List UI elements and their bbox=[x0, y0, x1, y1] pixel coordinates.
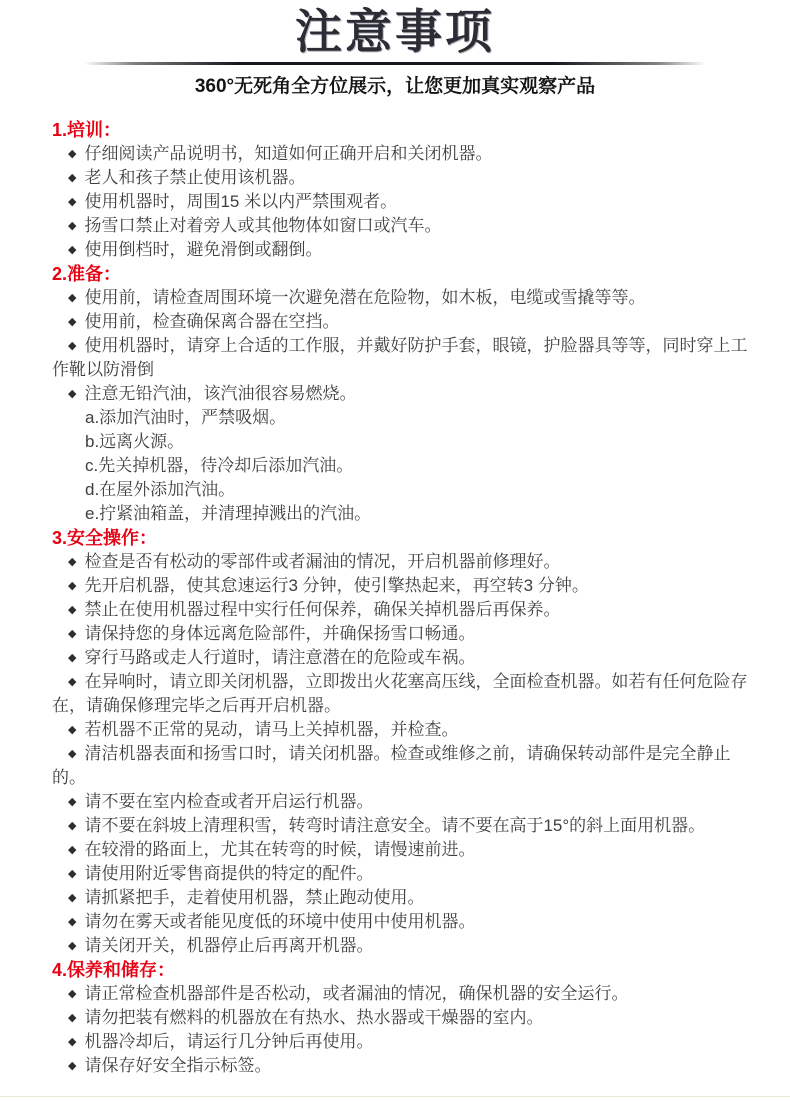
diamond-bullet-icon: ◆ bbox=[68, 340, 77, 352]
item-text: 穿行马路或走人行道时，请注意潜在的危险或车祸。 bbox=[84, 648, 476, 667]
section-heading: 4.保养和储存： bbox=[52, 960, 176, 980]
item-text: 请不要在室内检查或者开启运行机器。 bbox=[84, 792, 374, 811]
diamond-bullet-icon: ◆ bbox=[68, 316, 77, 328]
list-item bbox=[52, 934, 752, 958]
item-text: d.在屋外添加汽油。 bbox=[85, 480, 236, 499]
list-item bbox=[52, 166, 752, 190]
diamond-bullet-icon: ◆ bbox=[68, 292, 77, 304]
list-item bbox=[52, 574, 752, 598]
diamond-bullet-icon: ◆ bbox=[68, 580, 77, 592]
diamond-bullet-icon: ◆ bbox=[68, 940, 77, 952]
item-text: 在较滑的路面上，尤其在转弯的时候，请慢速前进。 bbox=[84, 840, 476, 859]
item-text: 请保存好安全指示标签。 bbox=[84, 1056, 272, 1075]
item-text: 使用机器时，请穿上合适的工作服，并戴好防护手套，眼镜，护脸器具等等，同时穿上工作靴以防滑倒 bbox=[52, 336, 748, 379]
content bbox=[0, 98, 790, 1078]
diamond-bullet-icon: ◆ bbox=[68, 868, 77, 880]
item-text: c.先关掉机器，待冷却后添加汽油。 bbox=[85, 456, 354, 475]
item-text: 注意无铅汽油，该汽油很容易燃烧。 bbox=[84, 384, 357, 403]
item-text: b.远离火源。 bbox=[85, 432, 185, 451]
section-safe-operation bbox=[52, 526, 752, 958]
bottom-divider bbox=[0, 1096, 790, 1097]
diamond-bullet-icon: ◆ bbox=[68, 652, 77, 664]
item-text: 使用前，请检查周围环境一次避免潜在危险物，如木板，电缆或雪撬等等。 bbox=[84, 288, 646, 307]
list-item bbox=[52, 838, 752, 862]
list-item bbox=[52, 982, 752, 1006]
list-item bbox=[52, 862, 752, 886]
section-heading: 2.准备： bbox=[52, 264, 122, 284]
list-item bbox=[52, 718, 752, 742]
diamond-bullet-icon: ◆ bbox=[68, 148, 77, 160]
item-text: 清洁机器表面和扬雪口时，请关闭机器。检查或维修之前，请确保转动部件是完全静止的。 bbox=[52, 744, 731, 787]
diamond-bullet-icon: ◆ bbox=[68, 844, 77, 856]
list-item-lettered bbox=[52, 454, 752, 478]
item-text: 老人和孩子禁止使用该机器。 bbox=[84, 168, 306, 187]
item-text: e.拧紧油箱盖，并清理掉溅出的汽油。 bbox=[85, 504, 372, 523]
diamond-bullet-icon: ◆ bbox=[68, 916, 77, 928]
item-text: 机器冷却后，请运行几分钟后再使用。 bbox=[84, 1032, 374, 1051]
item-text: 在异响时，请立即关闭机器，立即拨出火花塞高压线，全面检查机器。如若有任何危险存在，请确保修理完毕之后再开启机器。 bbox=[52, 672, 748, 715]
list-item bbox=[52, 190, 752, 214]
section-maintenance-storage bbox=[52, 958, 752, 1078]
section-heading: 1.培训： bbox=[52, 120, 122, 140]
list-item-lettered bbox=[52, 406, 752, 430]
item-text: 请勿在雾天或者能见度低的环境中使用中使用机器。 bbox=[84, 912, 476, 931]
item-text: 先开启机器，使其怠速运行3 分钟，使引擎热起来，再空转3 分钟。 bbox=[84, 576, 589, 595]
item-text: 禁止在使用机器过程中实行任何保养，确保关掉机器后再保养。 bbox=[84, 600, 561, 619]
diamond-bullet-icon: ◆ bbox=[68, 1060, 77, 1072]
diamond-bullet-icon: ◆ bbox=[68, 556, 77, 568]
item-text: 请正常检查机器部件是否松动，或者漏油的情况，确保机器的安全运行。 bbox=[84, 984, 629, 1003]
list-item bbox=[52, 1030, 752, 1054]
section-preparation bbox=[52, 262, 752, 526]
item-text: 请勿把装有燃料的机器放在有热水、热水器或干燥器的室内。 bbox=[84, 1008, 544, 1027]
list-item bbox=[52, 742, 752, 790]
list-item-lettered bbox=[52, 502, 752, 526]
diamond-bullet-icon: ◆ bbox=[68, 628, 77, 640]
diamond-bullet-icon: ◆ bbox=[68, 988, 77, 1000]
section-training bbox=[52, 118, 752, 262]
diamond-bullet-icon: ◆ bbox=[68, 1012, 77, 1024]
diamond-bullet-icon: ◆ bbox=[68, 220, 77, 232]
list-item bbox=[52, 214, 752, 238]
item-text: 请不要在斜坡上清理积雪，转弯时请注意安全。请不要在高于15°的斜上面用机器。 bbox=[84, 816, 706, 835]
page-subtitle: 360°无死角全方位展示，让您更加真实观察产品 bbox=[194, 76, 596, 97]
section-heading: 3.安全操作： bbox=[52, 528, 158, 548]
list-item bbox=[52, 598, 752, 622]
item-text: 请抓紧把手，走着使用机器，禁止跑动使用。 bbox=[84, 888, 425, 907]
list-item bbox=[52, 238, 752, 262]
diamond-bullet-icon: ◆ bbox=[68, 820, 77, 832]
item-text: a.添加汽油时，严禁吸烟。 bbox=[85, 408, 287, 427]
notice-page bbox=[0, 4, 790, 1078]
diamond-bullet-icon: ◆ bbox=[68, 172, 77, 184]
list-item bbox=[52, 670, 752, 718]
list-item bbox=[52, 1054, 752, 1078]
list-item bbox=[52, 334, 752, 382]
list-item bbox=[52, 646, 752, 670]
list-item bbox=[52, 886, 752, 910]
list-item bbox=[52, 814, 752, 838]
list-item bbox=[52, 382, 752, 406]
item-text: 请保持您的身体远离危险部件，并确保扬雪口畅通。 bbox=[84, 624, 476, 643]
item-text: 若机器不正常的晃动，请马上关掉机器，并检查。 bbox=[84, 720, 459, 739]
list-item-lettered bbox=[52, 478, 752, 502]
list-item bbox=[52, 790, 752, 814]
diamond-bullet-icon: ◆ bbox=[68, 724, 77, 736]
list-item bbox=[52, 622, 752, 646]
diamond-bullet-icon: ◆ bbox=[68, 604, 77, 616]
list-item bbox=[52, 142, 752, 166]
item-text: 使用机器时，周围15 米以内严禁围观者。 bbox=[84, 192, 398, 211]
diamond-bullet-icon: ◆ bbox=[68, 196, 77, 208]
item-text: 使用前，检查确保离合器在空挡。 bbox=[84, 312, 340, 331]
item-text: 检查是否有松动的零部件或者漏油的情况，开启机器前修理好。 bbox=[84, 552, 561, 571]
list-item bbox=[52, 310, 752, 334]
title-divider bbox=[84, 62, 706, 65]
list-item bbox=[52, 550, 752, 574]
diamond-bullet-icon: ◆ bbox=[68, 892, 77, 904]
diamond-bullet-icon: ◆ bbox=[68, 1036, 77, 1048]
item-text: 扬雪口禁止对着旁人或其他物体如窗口或汽车。 bbox=[84, 216, 442, 235]
diamond-bullet-icon: ◆ bbox=[68, 796, 77, 808]
list-item bbox=[52, 286, 752, 310]
list-item bbox=[52, 910, 752, 934]
diamond-bullet-icon: ◆ bbox=[68, 748, 77, 760]
diamond-bullet-icon: ◆ bbox=[68, 388, 77, 400]
diamond-bullet-icon: ◆ bbox=[68, 244, 77, 256]
diamond-bullet-icon: ◆ bbox=[68, 676, 77, 688]
page-title: 注意事项 bbox=[295, 5, 495, 58]
item-text: 仔细阅读产品说明书，知道如何正确开启和关闭机器。 bbox=[84, 144, 493, 163]
list-item bbox=[52, 1006, 752, 1030]
item-text: 请关闭开关，机器停止后再离开机器。 bbox=[84, 936, 374, 955]
item-text: 请使用附近零售商提供的特定的配件。 bbox=[84, 864, 374, 883]
list-item-lettered bbox=[52, 430, 752, 454]
item-text: 使用倒档时，避免滑倒或翻倒。 bbox=[84, 240, 323, 259]
